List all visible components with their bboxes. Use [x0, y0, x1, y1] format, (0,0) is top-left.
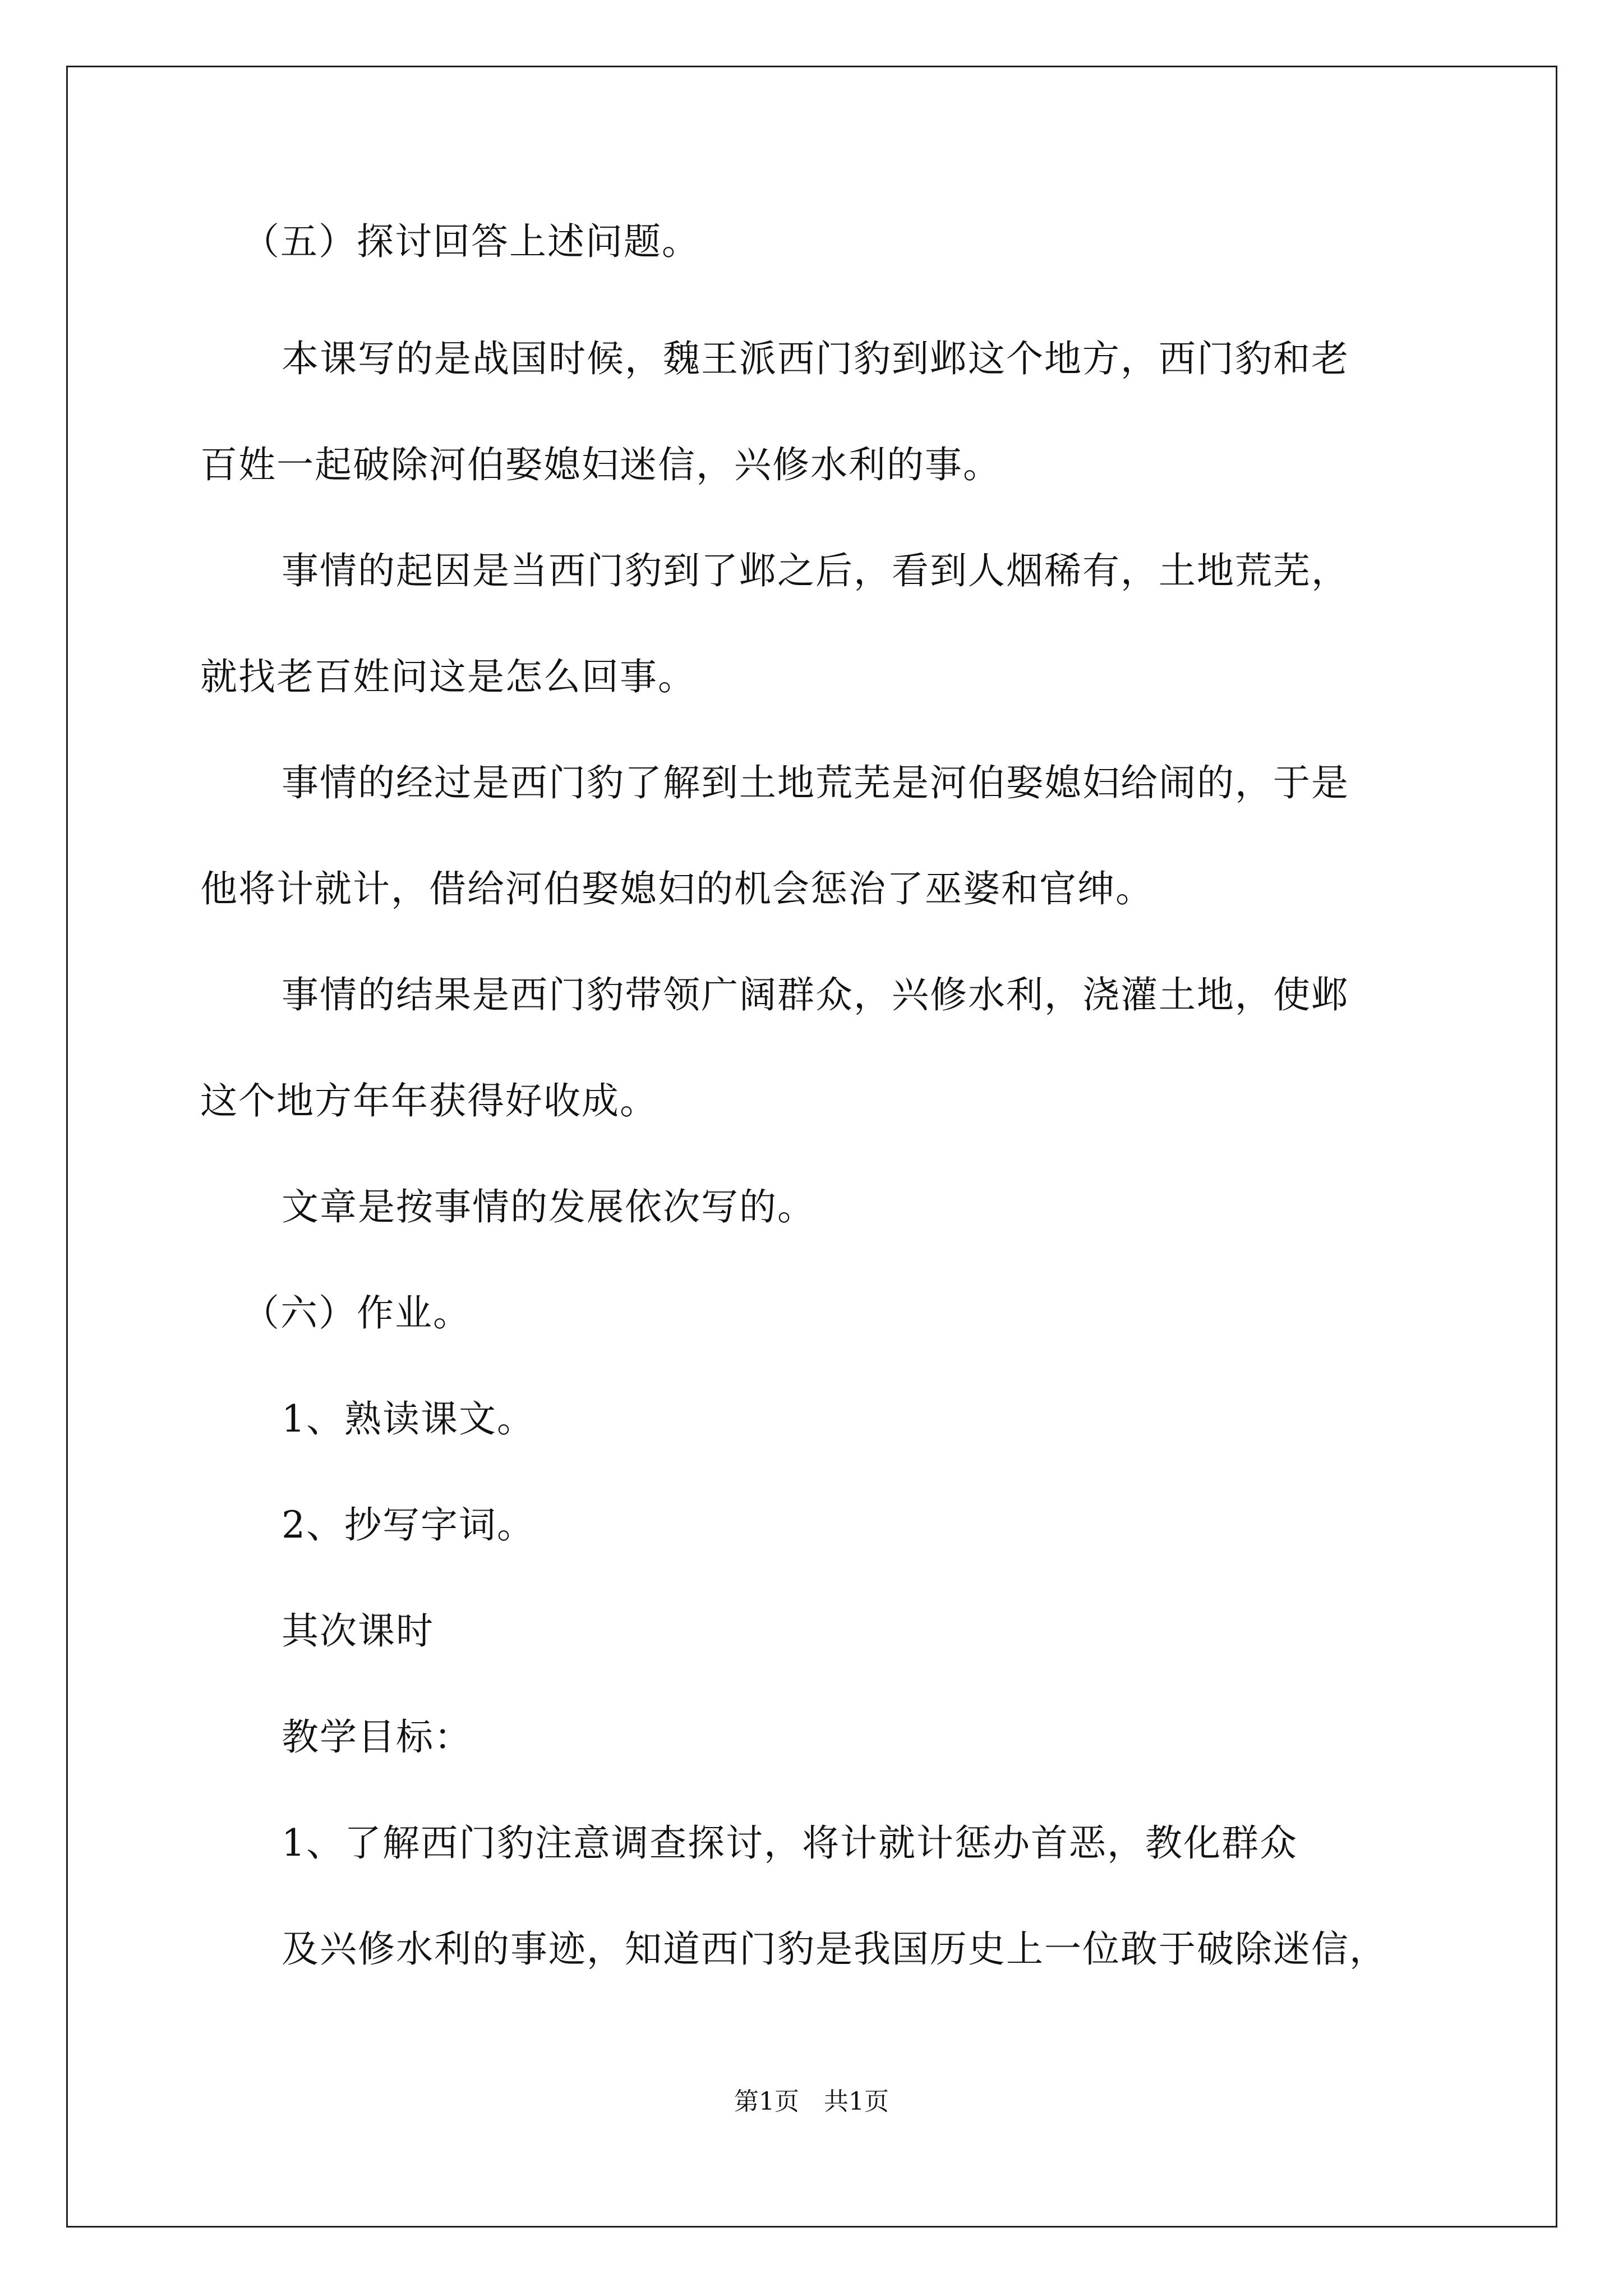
- paragraph-line: 本课写的是战国时候，魏王派西门豹到邺这个地方，西门豹和老: [282, 337, 1349, 380]
- paragraph-line: 这个地方年年获得好收成。: [200, 1079, 658, 1122]
- paragraph-line: 事情的结果是西门豹带领广阔群众，兴修水利，浇灌土地，使邺: [282, 973, 1349, 1016]
- paragraph-line: 就找老百姓问这是怎么回事。: [200, 655, 696, 698]
- paragraph-line: 文章是按事情的发展依次写的。: [282, 1185, 815, 1228]
- paragraph-line: 事情的经过是西门豹了解到土地荒芜是河伯娶媳妇给闹的，于是: [282, 761, 1349, 804]
- section-heading-five: （五）探讨回答上述问题。: [242, 220, 700, 263]
- list-item: 1、熟读课文。: [282, 1397, 535, 1441]
- page-number-footer: 第1页 共1页: [734, 2087, 889, 2116]
- paragraph-line: 他将计就计，借给河伯娶媳妇的机会惩治了巫婆和官绅。: [200, 867, 1154, 910]
- paragraph-line: 事情的起因是当西门豹到了邺之后，看到人烟稀有，土地荒芜，: [282, 549, 1349, 592]
- list-item: 1、了解西门豹注意调查探讨，将计就计惩办首恶，教化群众: [282, 1821, 1298, 1865]
- paragraph-line: 百姓一起破除河伯娶媳妇迷信，兴修水利的事。: [200, 443, 1001, 486]
- section-title: 其次课时: [282, 1609, 434, 1653]
- list-item: 2、抄写字词。: [282, 1503, 535, 1547]
- paragraph-line: 及兴修水利的事迹，知道西门豹是我国历史上一位敢于破除迷信，: [282, 1927, 1387, 1971]
- objectives-heading: 教学目标：: [282, 1715, 472, 1759]
- section-heading-six: （六）作业。: [242, 1291, 471, 1335]
